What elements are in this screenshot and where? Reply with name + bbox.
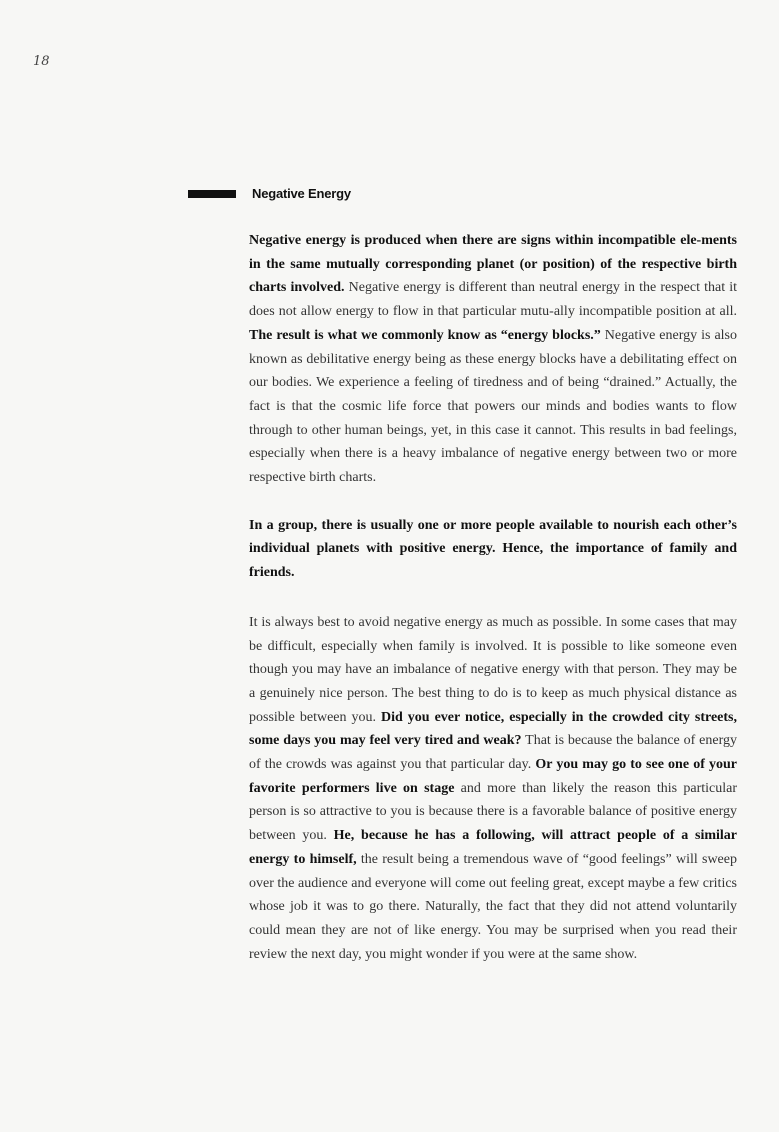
text-run: and more than likely the reason this particular person is so attractive to you is because there is a favorable balance of positive energy between you. — [249, 780, 737, 844]
text-run: Did you ever notice, especially in the crowded city streets, some days you may feel very tired and weak? — [249, 709, 738, 749]
heading-bar-decoration — [188, 190, 236, 198]
text-run: the result being a tremendous wave of “good feelings” will sweep over the audience and everyone will come out feeling great, except maybe a few critics whose job it was to go there. Naturally, the fact that they did not attend voluntarily could mean they are not of like energy. You may be surprised when you read their review the next day, you might wonder if you were at the same show. — [249, 851, 737, 962]
text-run: In a group, there is usually one or more people available to nourish each other’s individual planets with positive energy. Hence, the importance of family and friends. — [249, 517, 737, 581]
body-text — [249, 229, 737, 966]
text-run: He, because he has a following, will attract people of a similar energy to himself, — [249, 828, 737, 867]
section-heading-row — [188, 186, 351, 201]
section-heading: Negative Energy — [252, 186, 351, 201]
page-number: 18 — [33, 54, 50, 69]
paragraph-1 — [249, 229, 737, 490]
text-run: Or you may go to see one of your favorite performers live on stage — [249, 757, 738, 796]
text-run: It is always best to avoid negative energy as much as possible. In some cases that may be difficult, especially when family is involved. It is possible to like someone even though you may have an imbalance of negative energy with that person. They may be a genuinely nice person. The best thing to do is to keep as much physical distance as possible between you. — [249, 614, 737, 725]
text-run: That is because the balance of energy of the crowds was against you that particular day. — [249, 733, 737, 773]
text-run: Negative energy is also known as debilitative energy being as these energy blocks have a debilitating effect on our bodies. We experience a feeling of tiredness and of being “drained.” Actually, the fact is that the cosmic life force that powers our minds and bodies wants to flow through to other human beings, yet, in this case it cannot. This results in bad feelings, especially when there is a heavy imbalance of negative energy between two or more respective birth charts. — [249, 327, 737, 486]
text-run: Negative energy is different than neutral energy in the respect that it does not allow energy to flow in that particular mutu-ally incompatible position at all. — [249, 280, 737, 320]
paragraph-2 — [249, 514, 737, 585]
text-run: Negative energy is produced when there are signs within incompatible ele-ments in the same mutually corresponding planet (or position) of the respective birth charts involved. — [249, 233, 737, 296]
paragraph-3 — [249, 611, 737, 967]
text-run: The result is what we commonly know as “energy blocks.” — [249, 327, 601, 343]
